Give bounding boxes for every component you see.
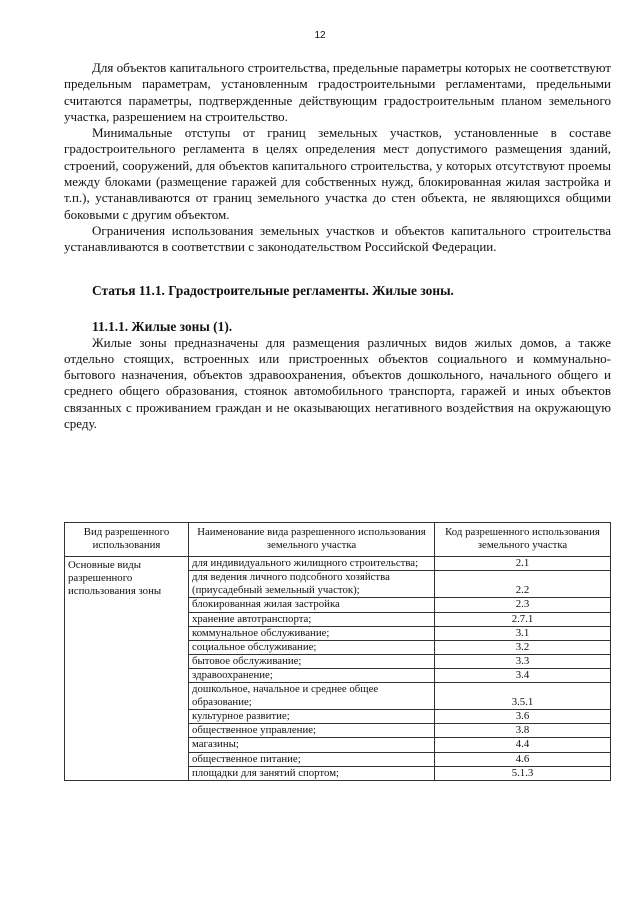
usage-name-cell: блокированная жилая застройка (189, 598, 435, 612)
usage-name-cell: магазины; (189, 738, 435, 752)
usage-code-cell: 3.1 (435, 626, 611, 640)
usage-name-cell: общественное питание; (189, 752, 435, 766)
usage-name-cell: бытовое обслуживание; (189, 654, 435, 668)
table-header-row (65, 523, 611, 557)
usage-name-cell: социальное обслуживание; (189, 640, 435, 654)
header-usage-type: Вид разрешенного использования (65, 523, 189, 557)
paragraph-capital-construction-params: Для объектов капитального строительства, предельные параметры которых не соответствуют предельным параметрам, установленным градостроительными регламентами, предельными считаются параметры, подтвержденные действующим градостроительным планом земельного участка, разрешением на строительство. (64, 60, 611, 124)
paragraph-usage-restrictions: Ограничения использования земельных участков и объектов капитального строительства устанавливаются в соответствии с законодательством Российской Федерации. (64, 222, 611, 255)
land-use-table (64, 522, 611, 781)
usage-name-cell: дошкольное, начальное и среднее общее образование; (189, 683, 435, 710)
usage-code-cell: 3.5.1 (435, 683, 611, 710)
usage-name-cell: для ведения личного подсобного хозяйства (приусадебный земельный участок); (189, 571, 435, 598)
usage-code-cell: 2.3 (435, 598, 611, 612)
header-usage-code: Код разрешенного использования земельного участка (435, 523, 611, 557)
table-row (65, 557, 611, 571)
header-usage-name: Наименование вида разрешенного использования земельного участка (189, 523, 435, 557)
usage-code-cell: 3.4 (435, 668, 611, 682)
usage-code-cell: 3.2 (435, 640, 611, 654)
category-cell: Основные виды разрешенного использования зоны (65, 557, 189, 781)
usage-name-cell: здравоохранение; (189, 668, 435, 682)
usage-code-cell: 4.4 (435, 738, 611, 752)
usage-code-cell: 3.8 (435, 724, 611, 738)
usage-name-cell: культурное развитие; (189, 710, 435, 724)
paragraph-minimum-setbacks: Минимальные отступы от границ земельных участков, установленные в составе градостроительного регламента в целях определения мест допустимого размещения зданий, строений, сооружений, для объектов капитального строительства, у которых отсутствуют проемы между блоками (размещение гаражей для собственных нужд, блокированная жилая застройка и т.п.), устанавливаются от границ земельного участка до стен объекта, не являющихся общими боковыми с другим объектом. (64, 125, 611, 222)
section-heading: 11.1.1. Жилые зоны (1). (92, 318, 233, 334)
usage-code-cell: 2.7.1 (435, 612, 611, 626)
page-number: 12 (314, 30, 326, 41)
usage-code-cell: 3.6 (435, 710, 611, 724)
usage-code-cell: 4.6 (435, 752, 611, 766)
article-heading: Статья 11.1. Градостроительные регламенты. Жилые зоны. (92, 282, 454, 298)
usage-code-cell: 5.1.3 (435, 766, 611, 780)
usage-code-cell: 2.1 (435, 557, 611, 571)
usage-name-cell: хранение автотранспорта; (189, 612, 435, 626)
zone-description: Жилые зоны предназначены для размещения различных видов жилых домов, а также отдельно стоящих, встроенных или пристроенных объектов социального и коммунально-бытового назначения, объектов здравоохранения, объектов дошкольного, начального общего и среднего общего образования, стоянок автомобильного транспорта, гаражей и иных объектов связанных с проживанием граждан и не оказывающих негативного воздействия на окружающую среду. (64, 334, 611, 432)
usage-code-cell: 2.2 (435, 571, 611, 598)
usage-name-cell: площадки для занятий спортом; (189, 766, 435, 780)
usage-code-cell: 3.3 (435, 654, 611, 668)
usage-name-cell: для индивидуального жилищного строительства; (189, 557, 435, 571)
usage-name-cell: коммунальное обслуживание; (189, 626, 435, 640)
usage-name-cell: общественное управление; (189, 724, 435, 738)
document-body (64, 60, 611, 432)
